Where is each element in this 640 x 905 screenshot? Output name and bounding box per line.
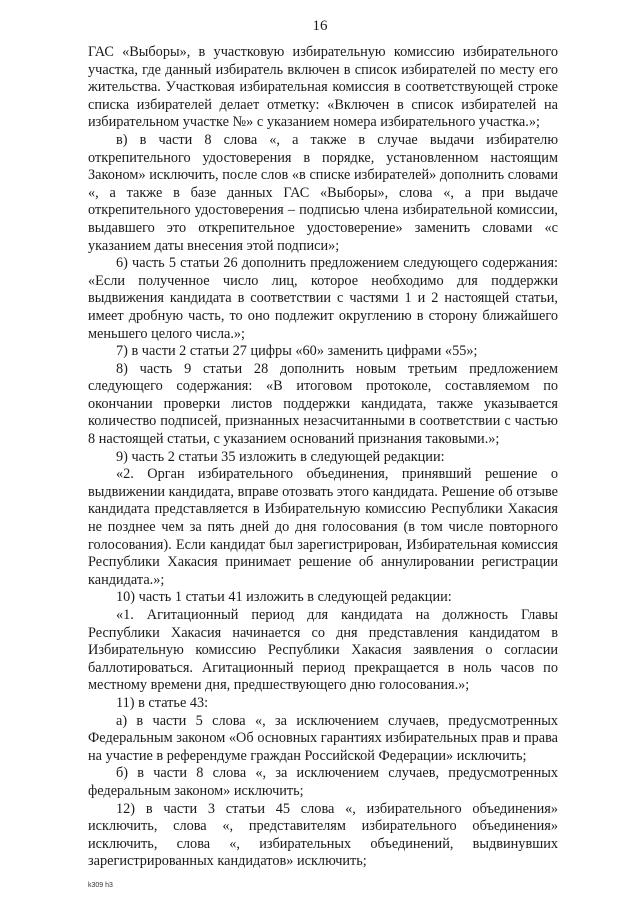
document-body bbox=[88, 44, 558, 871]
paragraph: 10) часть 1 статьи 41 изложить в следующей редакции: bbox=[116, 589, 452, 606]
paragraph: 8) часть 9 статьи 28 дополнить новым третьим предложением следующего содержания: «В итоговом протоколе, составляемом по окончании проверки листов поддержки кандидата, также указывается количество подписей, признанных незасчитанными в соответствии с частью 8 настоящей статьи, с указанием оснований признания таковыми.»; bbox=[88, 360, 558, 448]
paragraph: 12) в части 3 статьи 45 слова «, избирательного объединения» исключить, слова «, представителям избирательного объединения» исключить, слова «, избирательных объединений, выдвинувших зарегистрированных кандидатов» исключить; bbox=[88, 800, 558, 870]
paragraph: «2. Орган избирательного объединения, принявший решение о выдвижении кандидата, вправе отозвать этого кандидата. Решение об отзыве кандидата представляется в Избирательную комиссию Республики Хакасия не позднее чем за пять дней до дня голосования (в том числе повторного голосования). Если кандидат был зарегистрирован, Избирательная комиссия Республики Хакасия принимает решение об аннулировании регистрации кандидата.»; bbox=[88, 466, 558, 588]
page-number: 16 bbox=[312, 18, 328, 34]
paragraph: 9) часть 2 статьи 35 изложить в следующей редакции: bbox=[116, 448, 445, 465]
paragraph: б) в части 8 слова «, за исключением случаев, предусмотренных федеральным законом» исключить; bbox=[88, 765, 558, 799]
paragraph: а) в части 5 слова «, за исключением случаев, предусмотренных Федеральным законом «Об основных гарантиях избирательных прав и права на участие в референдуме граждан Российской Федерации» исключить; bbox=[88, 712, 558, 764]
paragraph: «1. Агитационный период для кандидата на должность Главы Республики Хакасия начинается со дня представления кандидатом в Избирательную комиссию Республики Хакасия заявления о согласии баллотироваться. Агитационный период прекращается в ноль часов по местному времени дня, предшествующего дню голосования.»; bbox=[88, 607, 558, 694]
paragraph: ГАС «Выборы», в участковую избирательную комиссию избирательного участка, где данный избиратель включен в список избирателей по месту его жительства. Участковая избирательная комиссия в соответствующей строке списка избирателей делает отметку: «Включен в список избирателей на избирательном участке №» с указанием номера избирательного участка.»; bbox=[88, 44, 558, 131]
paragraph: в) в части 8 слова «, а также в случае выдачи избирателю открепительного удостоверения в порядке, установленном настоящим Законом» исключить, после слов «в списке избирателей» дополнить словами «, а также в базе данных ГАС «Выборы», слова «, а при выдаче открепительного удостоверения – подписью члена избирательной комиссии, выдавшего это открепительное удостоверение» заменить словами «с указанием даты внесения этой подписи»; bbox=[88, 131, 558, 254]
paragraph: 6) часть 5 статьи 26 дополнить предложением следующего содержания: «Если полученное число лиц, которое необходимо для поддержки выдвижения кандидата в соответствии с частями 1 и 2 настоящей статьи, имеет дробную часть, то оно подлежит округлению в сторону ближайшего меньшего целого числа.»; bbox=[88, 255, 558, 342]
footer-code: k309 h3 bbox=[88, 882, 113, 889]
paragraph: 11) в статье 43: bbox=[116, 694, 209, 711]
paragraph: 7) в части 2 статьи 27 цифры «60» заменить цифрами «55»; bbox=[116, 343, 478, 360]
